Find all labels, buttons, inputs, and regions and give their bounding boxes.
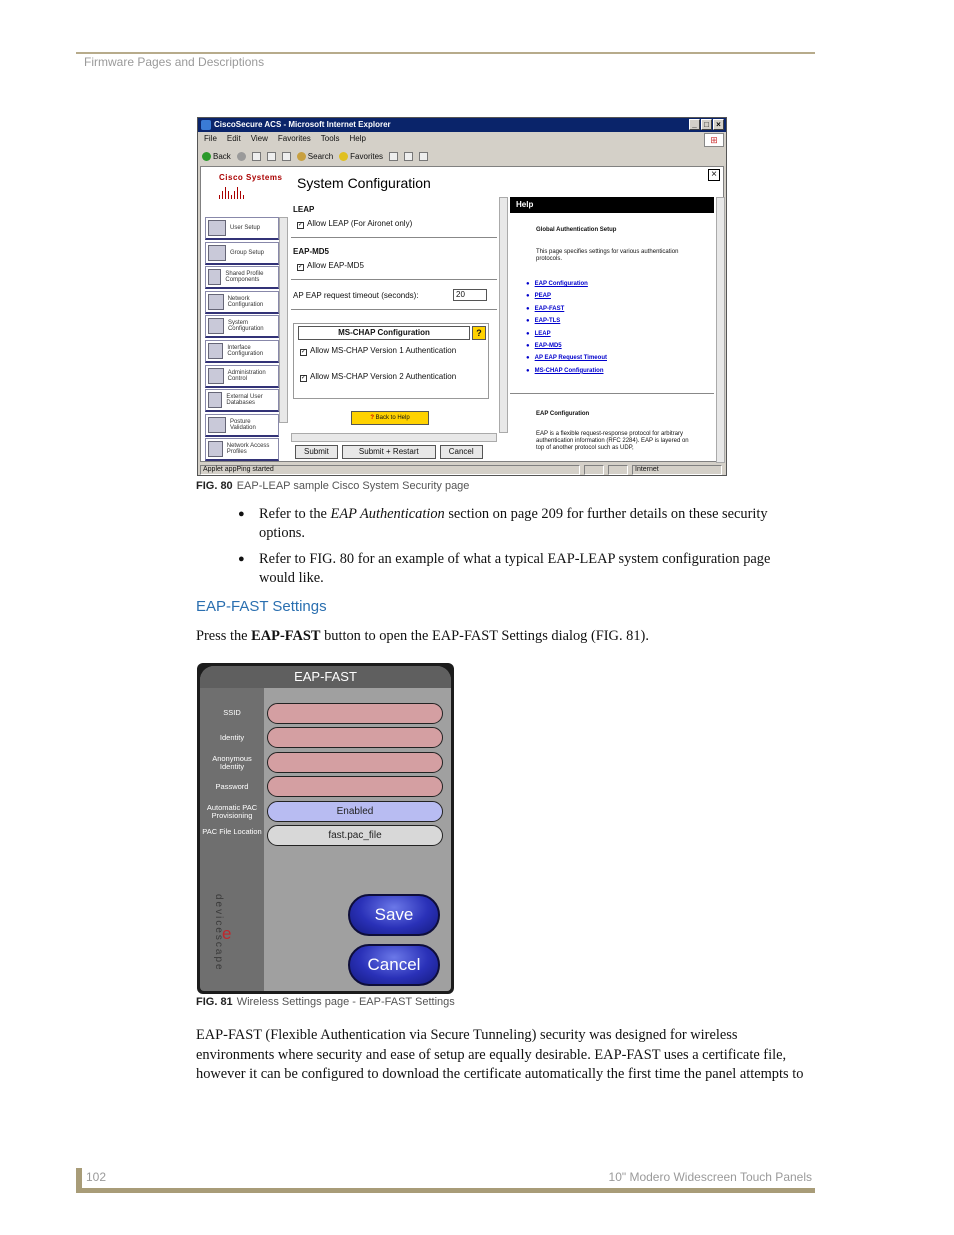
help-eap-heading: EAP Configuration (536, 411, 590, 417)
ie-window-title: CiscoSecure ACS - Microsoft Internet Explorer (214, 120, 391, 129)
nav-posture-validation[interactable] (205, 414, 279, 437)
fig81-caption-text: Wireless Settings page - EAP-FAST Settings (236, 996, 455, 1008)
help-link-mschap[interactable]: ● MS-CHAP Configuration (526, 368, 607, 380)
refresh-icon[interactable] (267, 152, 276, 161)
bullet-item (238, 505, 808, 544)
back-to-help-label: Back to Help (375, 415, 410, 421)
system-icon (208, 318, 224, 334)
bullet-list (238, 505, 808, 595)
devicescape-brand: devicescape (213, 894, 224, 972)
help-divider (510, 393, 714, 394)
nav-label: Interface Configuration (227, 344, 264, 357)
zone-text: Internet (632, 465, 722, 475)
intro-text: Press the (196, 628, 252, 644)
maximize-icon[interactable]: □ (701, 119, 712, 130)
password-field[interactable] (267, 776, 443, 797)
nav-network-access[interactable] (205, 438, 279, 461)
search-icon (297, 152, 306, 161)
pac-provisioning-toggle[interactable]: Enabled (267, 801, 443, 822)
anonymous-identity-label: Anonymous Identity (212, 754, 252, 771)
back-to-help-button[interactable] (351, 411, 429, 425)
save-button[interactable]: Save (348, 894, 440, 936)
favorites-label: Favorites (350, 152, 384, 161)
fig81-caption (196, 996, 455, 1008)
md5-checkbox[interactable] (297, 261, 364, 271)
running-header: Firmware Pages and Descriptions (84, 55, 265, 69)
nav-system-config[interactable] (205, 315, 279, 338)
section-heading: EAP-FAST Settings (196, 598, 327, 615)
intro-bold: EAP-FAST (251, 628, 321, 644)
status-cell (608, 465, 628, 475)
bullet-item (238, 550, 808, 589)
nav-admin-control[interactable] (205, 365, 279, 388)
devicescape-logo-mark: e (222, 924, 232, 943)
interface-icon (208, 343, 223, 359)
eap-fast-panel-screenshot (197, 663, 454, 994)
ie-window-screenshot (197, 117, 727, 476)
home-icon[interactable] (282, 152, 291, 161)
help-link-eap-tls[interactable]: ● EAP-TLS (526, 318, 607, 330)
star-icon (339, 152, 348, 161)
md5-checkbox-label: Allow EAP-MD5 (307, 261, 364, 270)
leap-checkbox[interactable] (297, 219, 412, 229)
page-title: System Configuration (297, 175, 431, 191)
admin-icon (208, 368, 224, 384)
bullet-text: Refer to FIG. 80 for an example of what a typical EAP-LEAP system configuration page would like. (259, 550, 771, 587)
nav-label: External User Databases (226, 394, 263, 407)
pac-file-field[interactable]: fast.pac_file (267, 825, 443, 846)
question-icon: ? (370, 415, 376, 421)
print-icon[interactable] (419, 152, 428, 161)
header-rule (76, 52, 815, 54)
leap-heading: LEAP (293, 205, 315, 214)
page-number: 102 (86, 1170, 107, 1184)
timeout-input[interactable]: 20 (453, 289, 487, 301)
help-frame (510, 197, 722, 463)
checkbox-checked-icon: ✓ (301, 349, 307, 355)
posture-icon (208, 417, 226, 433)
ie-page-content (200, 166, 724, 462)
bullet-emphasis: EAP Authentication (330, 506, 445, 522)
search-label: Search (307, 152, 334, 161)
config-frame (291, 197, 497, 421)
anonymous-identity-field[interactable] (267, 752, 443, 773)
nav-label: System Configuration (227, 320, 264, 333)
ie-menu-bar (204, 134, 366, 147)
help-link-eap-config[interactable]: ● EAP Configuration (526, 281, 607, 293)
back-label: Back (213, 152, 231, 161)
stop-icon[interactable] (252, 152, 261, 161)
config-hscrollbar[interactable] (291, 433, 497, 442)
identity-label: Identity (219, 733, 245, 742)
close-frame-icon[interactable]: × (708, 169, 720, 181)
password-label: Password (215, 782, 249, 791)
bullet-text: Refer to the (259, 506, 331, 522)
mschap-v2-label: Allow MS-CHAP Version 2 Authentication (310, 372, 457, 381)
help-link-ap-timeout[interactable]: ● AP EAP Request Timeout (526, 355, 607, 367)
nav-label: Shared Profile Components (225, 271, 264, 284)
fig80-label: FIG. 80 (196, 480, 233, 492)
acs-nav (205, 217, 279, 463)
divider (291, 237, 497, 238)
group-icon (208, 245, 226, 261)
timeout-label: AP EAP request timeout (seconds): (293, 291, 419, 300)
fig80-caption (196, 480, 469, 492)
pac-file-location-label: PAC File Location (202, 827, 262, 836)
nav-label: Administration Control (227, 369, 266, 382)
help-link-eap-fast[interactable]: ● EAP-FAST (526, 306, 607, 318)
menu-edit[interactable]: Edit (226, 134, 241, 143)
help-question-icon[interactable]: ? (472, 326, 486, 340)
help-link-eap-md5[interactable]: ● EAP-MD5 (526, 343, 607, 355)
checkbox-checked-icon: ✓ (298, 222, 304, 228)
config-scrollbar[interactable] (499, 197, 508, 433)
nav-group-setup[interactable] (205, 242, 279, 265)
database-icon (208, 392, 222, 408)
nav-label: Posture Validation (229, 418, 256, 431)
nav-external-db[interactable] (205, 389, 279, 412)
help-link-peap[interactable]: ● PEAP (526, 293, 607, 305)
ssid-field[interactable] (267, 703, 443, 724)
menu-tools[interactable]: Tools (320, 134, 340, 143)
body-paragraph: EAP-FAST (Flexible Authentication via Secure Tunneling) security was designed for wireless environments where security and ease of setup are equally desirable. EAP-FAST uses a certificate file, however it can be configured to download the certificate automatically the first time the panel attempts to (196, 1027, 804, 1083)
status-cell (584, 465, 604, 475)
footer-rule (76, 1188, 815, 1193)
help-bar: Help (510, 197, 714, 213)
submit-restart-button[interactable]: Submit + Restart (342, 445, 436, 459)
nav-label: User Setup (230, 225, 261, 231)
favorites-button[interactable] (339, 152, 383, 161)
help-link-leap[interactable]: ● LEAP (526, 331, 607, 343)
close-icon[interactable]: × (713, 119, 724, 130)
panel-title: EAP-FAST (200, 666, 451, 688)
windows-flag-icon: ⊞ (704, 133, 724, 147)
menu-help[interactable]: Help (349, 134, 366, 143)
ssid-label: SSID (223, 708, 241, 717)
ie-title-bar (198, 118, 726, 132)
nav-label: Network Access Profiles (226, 443, 270, 456)
panel-body (200, 666, 451, 991)
help-global-text: This page specifies settings for various authentication protocols. (536, 249, 679, 262)
pac-provisioning-label: Automatic PAC Provisioning (206, 803, 258, 820)
ie-toolbar (202, 149, 428, 164)
checkbox-checked-icon: ✓ (301, 375, 307, 381)
profile-icon (208, 269, 221, 285)
back-arrow-icon (202, 152, 211, 161)
nav-network-config[interactable] (205, 291, 279, 314)
nav-user-setup[interactable] (205, 217, 279, 240)
intro-text: button to open the EAP-FAST Settings dialog (FIG. 81). (320, 628, 649, 644)
identity-field[interactable] (267, 727, 443, 748)
cancel-button[interactable]: Cancel (440, 445, 483, 459)
cancel-button[interactable]: Cancel (348, 944, 440, 986)
mschap-heading: MS-CHAP Configuration (298, 326, 470, 340)
help-global-heading: Global Authentication Setup (536, 227, 617, 233)
form-buttons (295, 445, 483, 459)
search-button[interactable] (297, 152, 333, 161)
help-eap-text: EAP is a flexible request-response protocol for arbitrary authentication information (RFC 2284). EAP is layered on top of another protocol such as UDP, (536, 431, 689, 451)
mschap-v2-checkbox[interactable] (300, 372, 480, 382)
forward-arrow-icon (237, 152, 246, 161)
minimize-icon[interactable]: _ (689, 119, 700, 130)
user-icon (208, 220, 226, 236)
back-button[interactable] (202, 152, 231, 161)
ie-status-bar (200, 465, 724, 475)
mschap-box (293, 323, 489, 399)
nav-shared-profile[interactable] (205, 266, 279, 289)
fig81-label: FIG. 81 (196, 996, 233, 1008)
cisco-bars-icon (219, 185, 244, 199)
nav-label: Group Setup (230, 249, 265, 256)
forward-button[interactable] (237, 152, 246, 161)
menu-favorites[interactable]: Favorites (277, 134, 311, 143)
history-icon[interactable] (389, 152, 398, 161)
footer-doc-title: 10" Modero Widescreen Touch Panels (608, 1170, 812, 1184)
help-scrollbar[interactable] (716, 197, 725, 463)
checkbox-checked-icon: ✓ (298, 264, 304, 270)
divider (291, 309, 497, 310)
md5-heading: EAP-MD5 (293, 247, 330, 256)
cisco-logo: Cisco Systems (219, 173, 283, 182)
leap-checkbox-label: Allow LEAP (For Aironet only) (307, 219, 413, 228)
access-icon (208, 441, 223, 457)
submit-button[interactable]: Submit (295, 445, 338, 459)
nav-interface-config[interactable] (205, 340, 279, 363)
divider (291, 279, 497, 280)
mschap-v1-label: Allow MS-CHAP Version 1 Authentication (310, 346, 457, 355)
mail-icon[interactable] (404, 152, 413, 161)
fig80-caption-text: EAP-LEAP sample Cisco System Security page (236, 480, 470, 492)
bullet-text: section on page 209 for further details on these security options. (259, 506, 768, 542)
ie-app-icon (201, 120, 211, 130)
menu-file[interactable]: File (204, 134, 217, 143)
mschap-v1-checkbox[interactable] (300, 346, 480, 356)
nav-label: Network Configuration (227, 295, 264, 308)
status-text: Applet appPing started (200, 465, 580, 475)
menu-view[interactable]: View (250, 134, 268, 143)
help-links (526, 281, 607, 380)
intro-paragraph (196, 627, 816, 647)
nav-scrollbar[interactable] (279, 217, 288, 423)
network-icon (208, 294, 224, 310)
